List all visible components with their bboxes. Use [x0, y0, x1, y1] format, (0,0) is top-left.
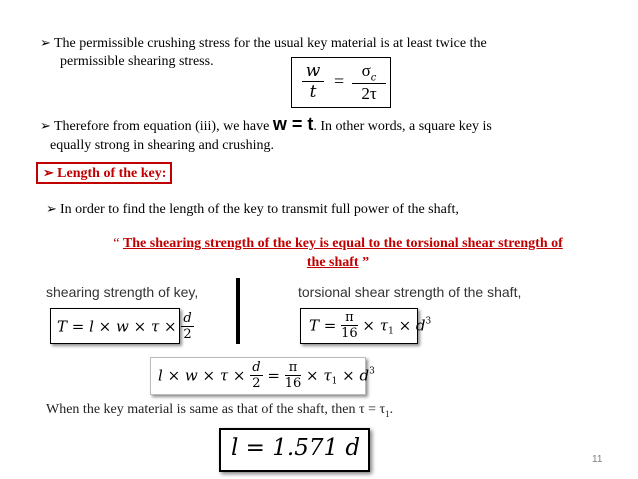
- quote-line1: The shearing strength of the key is equal to the torsional shear strength of: [122, 236, 563, 251]
- quote-line2: the shaft: [306, 255, 359, 270]
- note-text: When the key material is same as that of the shaft, then τ = τ: [46, 402, 386, 417]
- shearing-strength-label: shearing strength of key,: [46, 284, 199, 300]
- eq-mid-sub: 1: [331, 376, 338, 387]
- eq-right-rhs: × τ: [357, 316, 389, 335]
- formula1-den-left: t: [309, 82, 317, 102]
- eq-left-num: d: [183, 311, 192, 326]
- result-equation-box: [219, 428, 370, 472]
- result-equation: l = 1.571 d: [231, 435, 361, 461]
- eq-right-sup: 3: [425, 316, 432, 327]
- eq-right-sub: 1: [388, 326, 394, 337]
- heading-text: Length of the key:: [57, 166, 167, 181]
- note-end: .: [389, 402, 394, 417]
- formula1-equals: =: [334, 71, 345, 91]
- eq-right-lhs: T =: [309, 316, 342, 335]
- bullet-find-length: [46, 199, 606, 219]
- arrow-bullet-icon: ➢: [40, 118, 51, 133]
- bullet-square-key: [40, 115, 620, 136]
- bullet2-post: . In other words, a square key is: [313, 119, 492, 134]
- torsional-strength-label: torsional shear strength of the shaft,: [298, 284, 522, 300]
- same-material-note: [46, 402, 393, 419]
- note-sub: 1: [385, 408, 390, 419]
- eq-mid-num2: π: [285, 360, 302, 376]
- vertical-divider: [236, 278, 240, 344]
- bullet2-bold: w = t: [272, 114, 314, 134]
- bullet1-line1: The permissible crushing stress for the usual key material is at least twice the: [54, 36, 487, 51]
- eq-mid-b: × τ: [301, 366, 332, 385]
- bullet1-line2: permissible shearing stress.: [60, 54, 214, 69]
- arrow-bullet-icon: ➢: [40, 35, 51, 50]
- formula1-sigma-sub: c: [370, 72, 377, 84]
- eq-right-num: π: [341, 310, 358, 326]
- torsional-equation-box: [300, 308, 432, 344]
- shearing-equation-box: [50, 308, 192, 344]
- length-of-key-heading: [36, 162, 172, 184]
- eq-mid-den1: 2: [252, 376, 261, 391]
- formula1-den-right: 2τ: [361, 84, 377, 104]
- eq-mid-a: l × w × τ ×: [158, 366, 251, 385]
- eq-left-den: 2: [183, 327, 192, 342]
- eq-right-den: 16: [341, 326, 358, 341]
- bullet-crushing-stress: [40, 33, 600, 53]
- formula1-num-left: w: [302, 61, 324, 82]
- eq-mid-sup: 3: [369, 366, 375, 377]
- eq-mid-eq: =: [262, 366, 285, 385]
- bullet2-line2: equally strong in shearing and crushing.: [50, 138, 274, 153]
- bullet3-text: In order to find the length of the key to transmit full power of the shaft,: [60, 202, 459, 217]
- bullet2-pre: Therefore from equation (iii), we have: [54, 119, 273, 134]
- quote-block: [68, 234, 608, 272]
- eq-mid-num1: d: [252, 360, 261, 375]
- quote-open: “: [113, 236, 123, 251]
- formula1-sigma: σ: [361, 61, 371, 80]
- page-number: 11: [592, 454, 603, 465]
- formula-w-over-t: [291, 57, 391, 108]
- quote-close: ”: [358, 255, 370, 270]
- combined-equation-box: [150, 357, 375, 395]
- arrow-bullet-icon: ➢: [46, 201, 57, 216]
- eq-mid-c: × d: [337, 366, 370, 385]
- eq-left-lhs: T = l × w × τ ×: [57, 317, 182, 336]
- arrow-bullet-icon: ➢: [43, 165, 58, 180]
- eq-mid-den2: 16: [284, 376, 302, 391]
- eq-right-tail: × d: [393, 316, 426, 335]
